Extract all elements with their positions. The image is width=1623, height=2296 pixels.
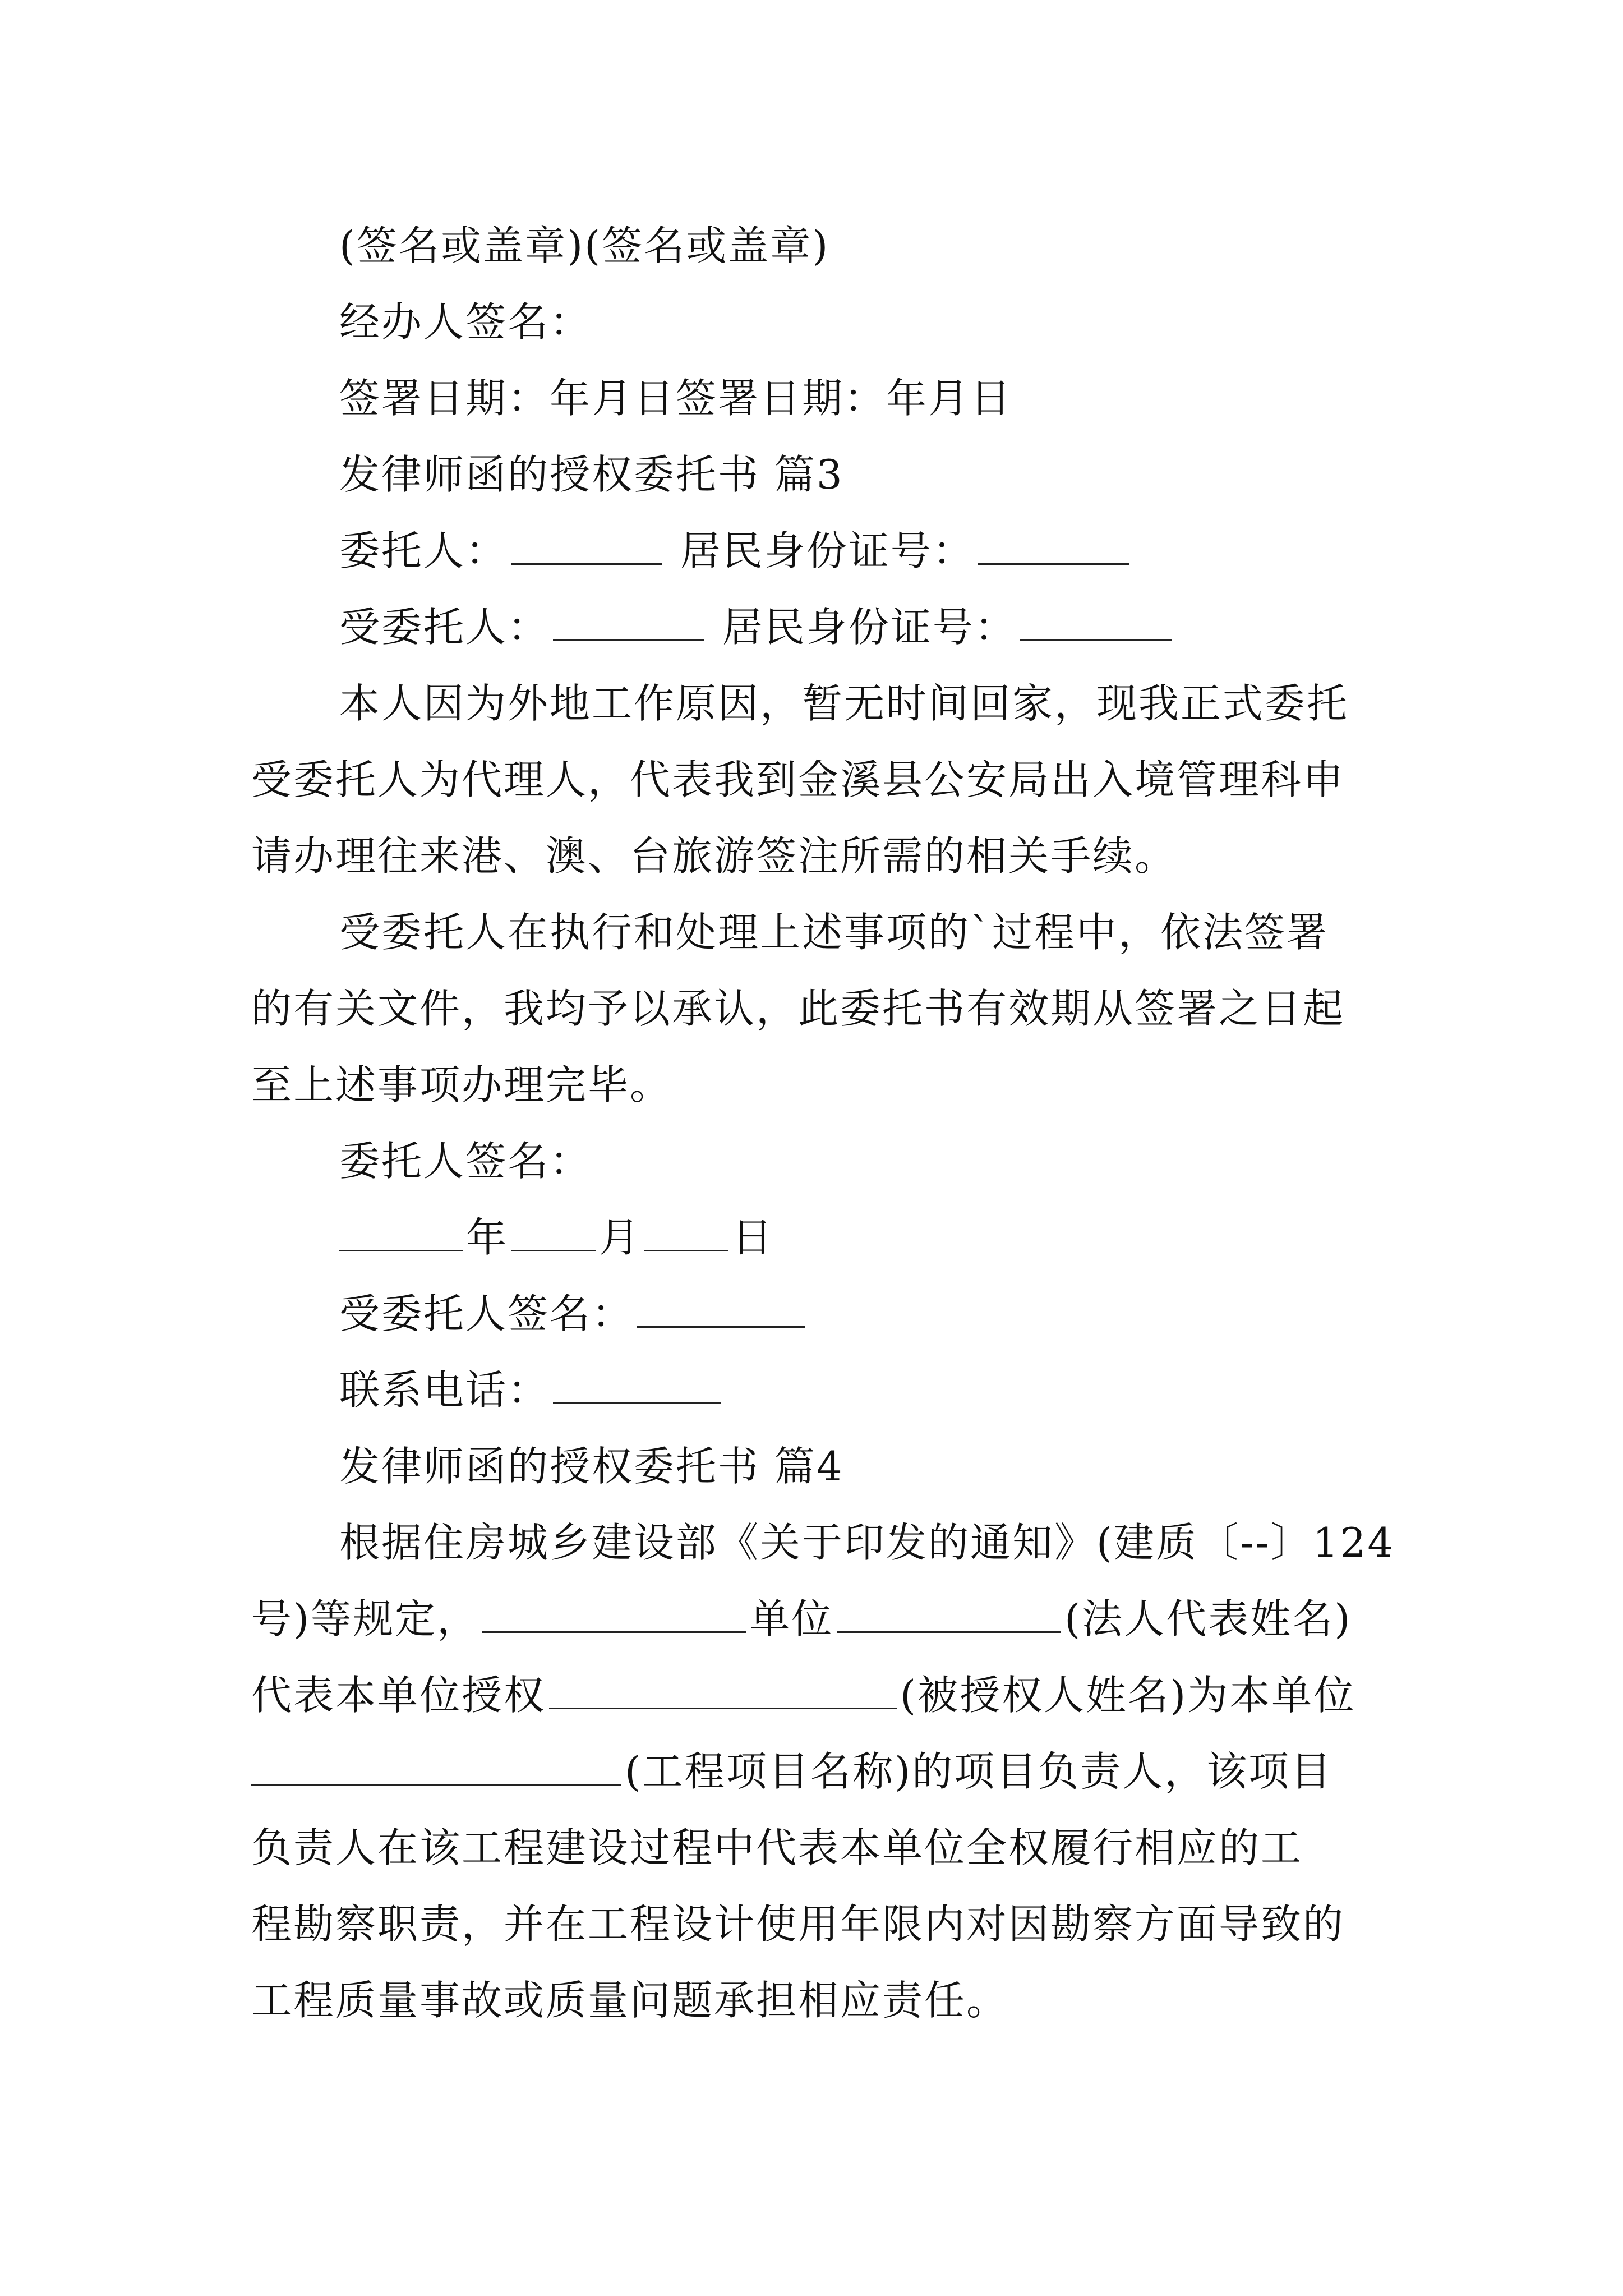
year-blank bbox=[339, 1213, 463, 1251]
principal-blank bbox=[511, 526, 662, 565]
text-fragment: 单位 bbox=[749, 1595, 834, 1642]
principal-signature-line: 委托人签名： bbox=[339, 1138, 592, 1185]
phone-line bbox=[339, 1362, 725, 1418]
agent-blank bbox=[553, 602, 704, 641]
paragraph-line: 受委托人在执行和处理上述事项的`过程中，依法签署 bbox=[339, 909, 1329, 956]
agent-signature-label: 受委托人签名： bbox=[339, 1290, 634, 1337]
text-fragment: 代表本单位授权 bbox=[251, 1672, 546, 1719]
paragraph-line: 本人因为外地工作原因，暂无时间回家，现我正式委托 bbox=[339, 680, 1349, 727]
section-4-title: 发律师函的授权委托书 篇4 bbox=[339, 1443, 844, 1490]
legal-rep-blank bbox=[837, 1594, 1061, 1633]
paragraph-line bbox=[251, 1743, 1332, 1800]
paragraph-line: 至上述事项办理完毕。 bbox=[251, 1061, 672, 1108]
text-fragment: 号)等规定， bbox=[251, 1595, 479, 1642]
agent-id-blank bbox=[1020, 602, 1172, 641]
day-blank bbox=[644, 1213, 728, 1251]
principal-label: 委托人： bbox=[339, 527, 508, 574]
phone-label: 联系电话： bbox=[339, 1366, 550, 1414]
paragraph-line: 工程质量事故或质量问题承担相应责任。 bbox=[251, 1977, 1009, 2024]
authorized-person-blank bbox=[549, 1671, 897, 1709]
agent-id-label: 居民身份证号： bbox=[722, 604, 1017, 651]
agent-label: 受委托人： bbox=[339, 604, 550, 651]
paragraph-line bbox=[251, 1591, 1352, 1647]
paragraph-line: 负责人在该工程建设过程中代表本单位全权履行相应的工 bbox=[251, 1824, 1303, 1871]
year-label: 年 bbox=[466, 1214, 509, 1261]
principal-id-blank bbox=[978, 526, 1129, 565]
paragraph-line: 的有关文件，我均予以承认，此委托书有效期从签署之日起 bbox=[251, 985, 1345, 1032]
paragraph-line: 程勘察职责，并在工程设计使用年限内对因勘察方面导致的 bbox=[251, 1901, 1345, 1948]
principal-id-label: 居民身份证号： bbox=[680, 527, 975, 574]
text-fragment: (法人代表姓名) bbox=[1064, 1595, 1352, 1642]
text-fragment: (工程项目名称)的项目负责人，该项目 bbox=[625, 1748, 1333, 1795]
paragraph-line: 根据住房城乡建设部《关于印发的通知》(建质〔--〕124 bbox=[339, 1519, 1395, 1566]
handler-signature-line: 经办人签名： bbox=[339, 298, 592, 346]
agent-signature-line bbox=[339, 1286, 809, 1342]
agent-line bbox=[339, 599, 1175, 655]
paragraph-line bbox=[251, 1667, 1355, 1723]
phone-blank bbox=[553, 1365, 721, 1404]
unit-blank bbox=[482, 1594, 746, 1633]
month-label: 月 bbox=[599, 1214, 642, 1261]
paragraph-line: 请办理往来港、澳、台旅游签注所需的相关手续。 bbox=[251, 832, 1177, 880]
signing-date-line: 签署日期：年月日签署日期：年月日 bbox=[339, 375, 1013, 422]
day-label: 日 bbox=[732, 1214, 774, 1261]
paragraph-line: 受委托人为代理人，代表我到金溪县公安局出入境管理科申 bbox=[251, 756, 1345, 803]
date-blank-line bbox=[339, 1209, 774, 1266]
text-fragment: (被授权人姓名)为本单位 bbox=[900, 1672, 1356, 1719]
section-3-title: 发律师函的授权委托书 篇3 bbox=[339, 451, 844, 498]
principal-line bbox=[339, 523, 1133, 579]
agent-signature-blank bbox=[637, 1289, 805, 1328]
month-blank bbox=[511, 1213, 596, 1251]
project-name-blank bbox=[251, 1747, 621, 1786]
signature-seal-line: (签名或盖章)(签名或盖章) bbox=[339, 222, 830, 269]
